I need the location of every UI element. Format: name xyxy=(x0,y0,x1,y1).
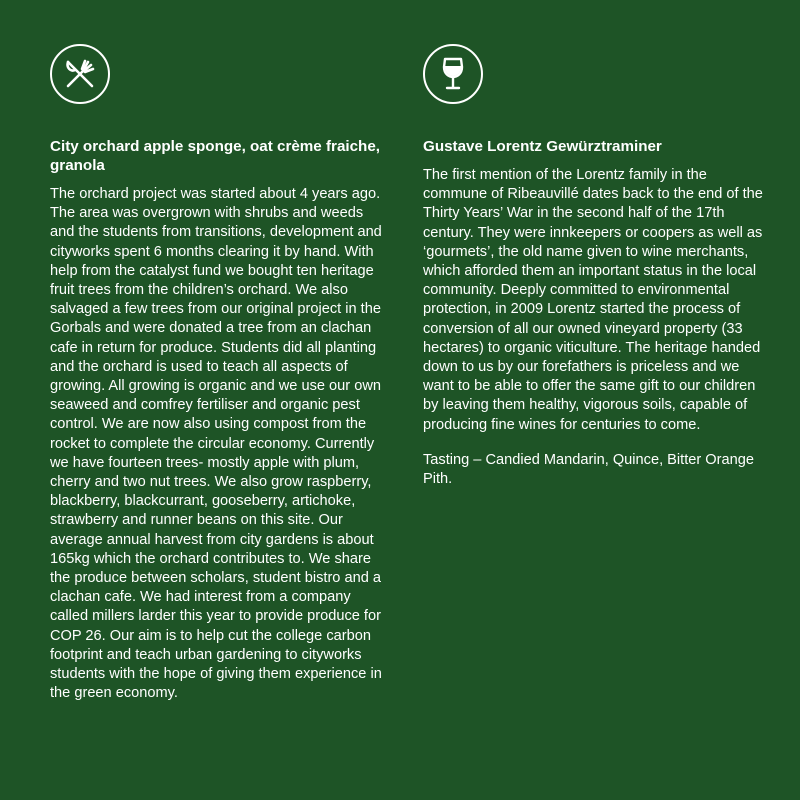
tasting-notes: Tasting – Candied Mandarin, Quince, Bitter Orange Pith. xyxy=(423,451,754,488)
wine-column xyxy=(423,44,763,489)
wine-description: The first mention of the Lorentz family in the commune of Ribeauvillé dates back to the end of the Thirty Years’ War in the second half of the 17th century. They were innkeepers or coopers as well as ‘gourmets’, the old name given to wine merchants, which afforded them an important status in the local community. Deeply committed to environmental protection, in 2009 Lorentz started the process of conversion of all our owned vineyard property (33 hectares) to organic viticulture. The heritage handed down to us by our forefathers is priceless and we want to be able to offer the same gift to our children by leaving them healthy, vigorous soils, capable of producing fine wines for centuries to come. xyxy=(423,167,763,433)
dish-description: The orchard project was started about 4 years ago. The area was overgrown with shrubs and weeds and the students from transitions, development and cityworks spent 6 months clearing it by hand. With help from the catalyst fund we bought ten heritage fruit trees from the children’s orchard. We also salvaged a few trees from our original project in the Gorbals and were donated a tree from an clachan cafe in return for produce. Students did all planting and the orchard is used to teach all aspects of growing. All growing is organic and we use our own seaweed and comfrey fertiliser and organic pest control. We are now also using compost from the rocket to complete the circular economy. Currently we have fourteen trees- mostly apple with plum, cherry and two nut trees. We also grow raspberry, blackberry, blackcurrant, gooseberry, artichoke, strawberry and runner beans on this site. Our average annual harvest from city gardens is about 165kg which the orchard contributes to. We share the produce between scholars, student bistro and a clachan cafe. We had interest from a company called millers larder this year to provide produce for COP 26. Our aim is to help cut the college carbon footprint and teach urban gardening to cityworks students with the hope of giving them experience in the green economy. xyxy=(50,186,382,702)
food-column xyxy=(50,44,388,703)
wine-glass-icon xyxy=(423,44,483,104)
dish-heading: City orchard apple sponge, oat crème fraiche, granola xyxy=(50,138,381,174)
wine-heading: Gustave Lorentz Gewürztraminer xyxy=(423,138,662,155)
fork-knife-icon xyxy=(50,44,110,104)
